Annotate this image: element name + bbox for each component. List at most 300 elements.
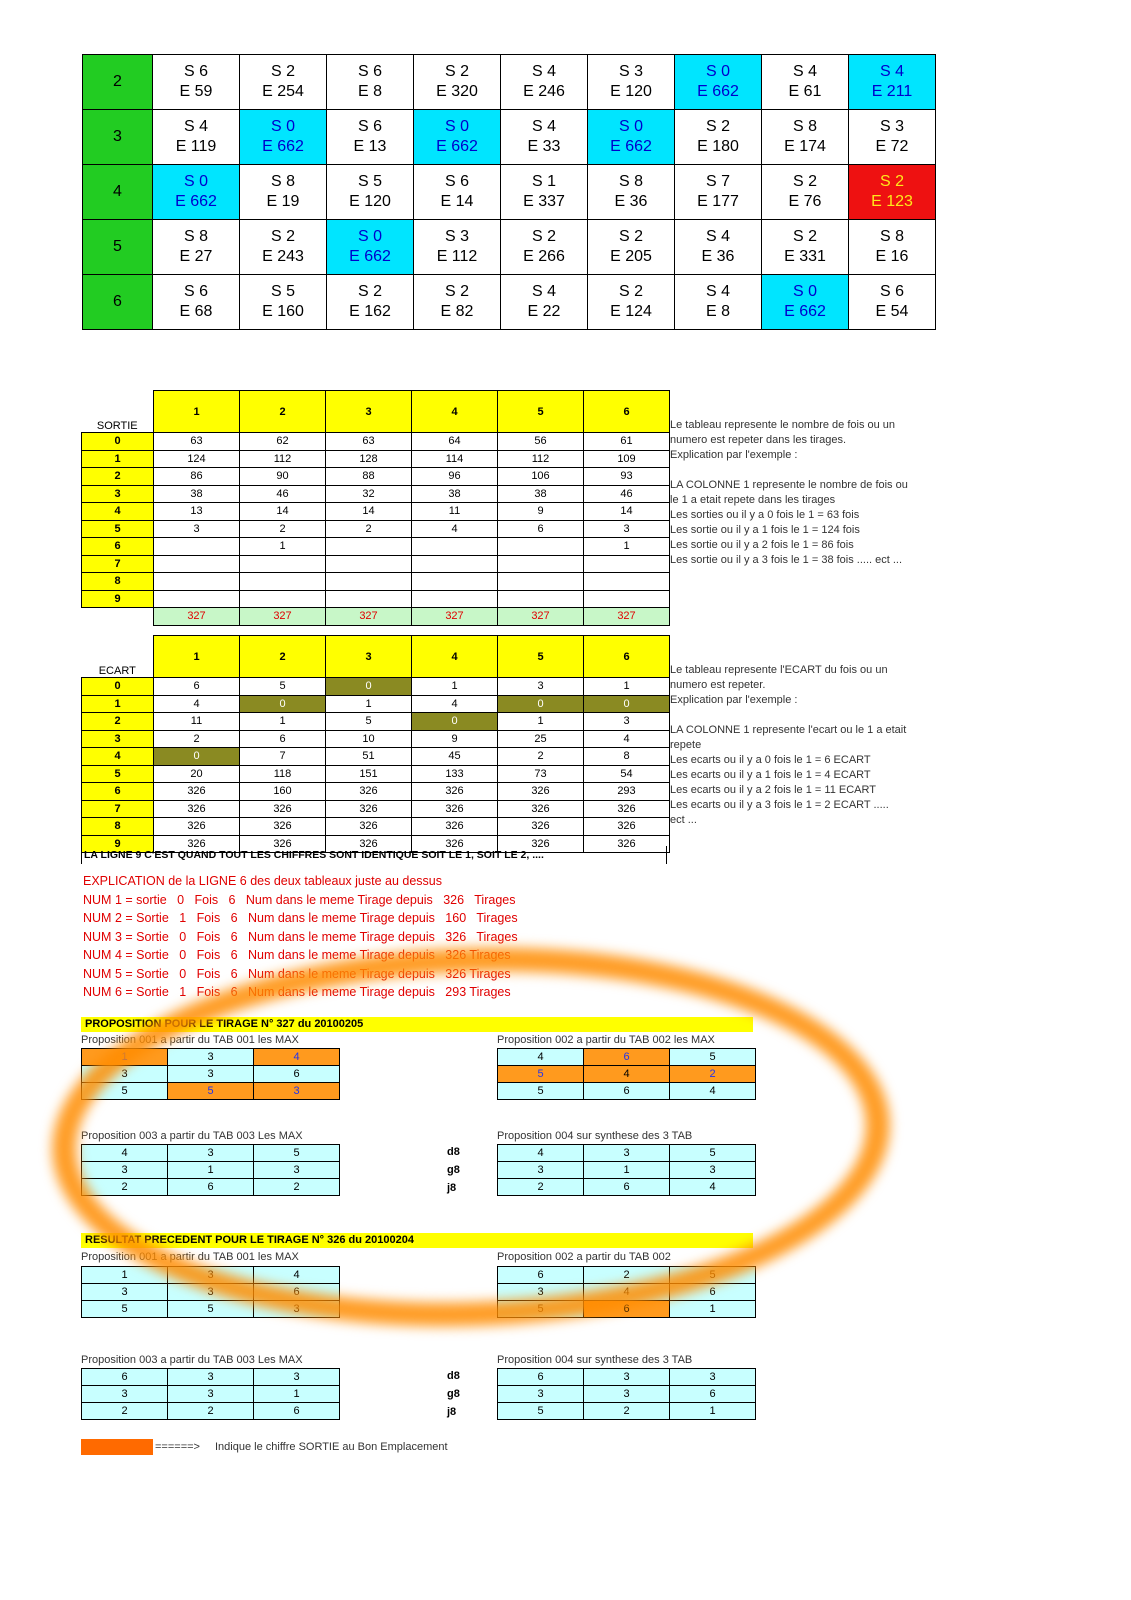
column-header: 1 — [154, 391, 240, 433]
top-grid-cell — [153, 220, 240, 275]
cell-e-value: E 8 — [705, 303, 730, 320]
note-line: LA COLONNE 1 represente l'ecart ou le 1 a etait — [670, 724, 907, 736]
table-cell: 1 — [240, 713, 326, 731]
cell-s-value: S 2 — [705, 118, 730, 135]
table-cell: 128 — [326, 450, 412, 468]
proposition-cell: 6 — [498, 1267, 584, 1284]
cell-e-value: E 662 — [262, 138, 304, 155]
explication-line: NUM 1 = sortie 0 Fois 6 Num dans le meme Tirage depuis 326 Tirages — [83, 892, 516, 907]
table-cell: 56 — [498, 433, 584, 451]
res-side-label-d8: d8 — [447, 1370, 460, 1382]
cell-e-value: E 320 — [436, 83, 478, 100]
table-cell: 326 — [240, 818, 326, 836]
table-row — [82, 520, 670, 538]
cell-s-value: S 0 — [357, 228, 382, 245]
cell-e-value: E 61 — [788, 83, 822, 100]
table-cell: 326 — [498, 783, 584, 801]
side-label-d8: d8 — [447, 1146, 460, 1158]
legend-swatch — [81, 1439, 153, 1455]
table-corner-label: ECART — [82, 636, 154, 678]
row-label: 8 — [82, 573, 154, 591]
table-cell: 326 — [326, 800, 412, 818]
explication-line: NUM 2 = Sortie 1 Fois 6 Num dans le meme Tirage depuis 160 Tirages — [83, 911, 518, 925]
column-header: 3 — [326, 636, 412, 678]
table-cell: 118 — [240, 765, 326, 783]
top-grid-cell — [501, 110, 588, 165]
proposition-cell: 3 — [82, 1162, 168, 1179]
cell-s-value: S 0 — [618, 118, 643, 135]
proposition-cell: 3 — [168, 1145, 254, 1162]
table-cell — [240, 590, 326, 608]
proposition-cell: 6 — [82, 1369, 168, 1386]
proposition-cell: 3 — [584, 1145, 670, 1162]
cell-e-value: E 180 — [697, 138, 739, 155]
note-line — [670, 463, 970, 478]
proposition-row — [82, 1403, 340, 1420]
table-row — [82, 433, 670, 451]
table-cell: 326 — [154, 835, 240, 853]
top-grid-cell — [762, 220, 849, 275]
row-label: 4 — [82, 503, 154, 521]
note-line: Les ecarts ou il y a 0 fois le 1 = 6 ECART — [670, 754, 871, 766]
note-line: Les sortie ou il y a 3 fois le 1 = 38 fois ..... ect ... — [670, 554, 903, 566]
cell-e-value: E 211 — [871, 83, 913, 100]
cell-s-value: S 2 — [618, 228, 643, 245]
ligne9-note: LA LIGNE 9 C'EST QUAND TOUT LES CHIFFRES SONT IDENTIQUE SOIT LE 1, SOIT LE 2, .... — [81, 846, 667, 864]
row-label: 3 — [82, 485, 154, 503]
top-grid-cell — [240, 165, 327, 220]
table-cell — [584, 555, 670, 573]
cell-s-value: S 6 — [879, 283, 904, 300]
explication-line: EXPLICATION de la LIGNE 6 des deux tableaux juste au dessus — [83, 874, 442, 888]
column-header: 2 — [240, 391, 326, 433]
table-cell: 14 — [326, 503, 412, 521]
proposition-cell: 4 — [584, 1284, 670, 1301]
proposition-cell: 6 — [670, 1386, 756, 1403]
top-grid-row — [83, 165, 936, 220]
cell-s-value: S 2 — [357, 283, 382, 300]
top-grid-row-label: 6 — [83, 275, 153, 330]
table-cell: 326 — [498, 818, 584, 836]
note-line: numero est repeter. — [670, 679, 766, 691]
table-cell: 9 — [412, 730, 498, 748]
cell-s-value: S 5 — [270, 283, 295, 300]
top-grid-cell — [501, 165, 588, 220]
proposition-cell: 5 — [498, 1301, 584, 1318]
cell-s-value: S 6 — [444, 173, 469, 190]
table-cell: 0 — [240, 695, 326, 713]
row-label: 2 — [82, 468, 154, 486]
cell-s-value: S 7 — [705, 173, 730, 190]
cell-s-value: S 4 — [531, 118, 556, 135]
explication-line: NUM 6 = Sortie 1 Fois 6 Num dans le meme Tirage depuis 293 Tirages — [83, 985, 511, 999]
table-row — [82, 468, 670, 486]
table-row — [82, 800, 670, 818]
proposition-004-label: Proposition 004 sur synthese des 3 TAB — [497, 1130, 693, 1142]
cell-s-value: S 0 — [183, 173, 208, 190]
proposition-cell: 2 — [584, 1267, 670, 1284]
top-grid-cell — [327, 55, 414, 110]
top-grid-row-label: 4 — [83, 165, 153, 220]
table-cell — [584, 573, 670, 591]
cell-s-value: S 8 — [792, 118, 817, 135]
top-grid-cell — [675, 55, 762, 110]
table-row — [82, 730, 670, 748]
table-cell: 11 — [412, 503, 498, 521]
column-header: 6 — [584, 391, 670, 433]
proposition-cell: 6 — [168, 1179, 254, 1196]
top-grid-cell — [327, 165, 414, 220]
table-cell: 20 — [154, 765, 240, 783]
cell-e-value: E 82 — [440, 303, 474, 320]
top-grid-cell — [414, 55, 501, 110]
table-cell: 61 — [584, 433, 670, 451]
table-cell: 326 — [412, 835, 498, 853]
table-row — [82, 555, 670, 573]
row-label: 6 — [82, 538, 154, 556]
top-grid-cell — [849, 275, 936, 330]
top-grid-cell — [153, 275, 240, 330]
proposition-cell: 6 — [584, 1179, 670, 1196]
total-cell: 327 — [240, 608, 326, 626]
table-cell: 326 — [584, 800, 670, 818]
cell-e-value: E 662 — [349, 248, 391, 265]
cell-e-value: E 16 — [875, 248, 909, 265]
table-cell: 11 — [154, 713, 240, 731]
top-grid-cell — [588, 55, 675, 110]
table-row — [82, 765, 670, 783]
proposition-title: PROPOSITION POUR LE TIRAGE N° 327 du 20100205 — [81, 1017, 753, 1032]
cell-s-value: S 2 — [618, 283, 643, 300]
top-grid-cell — [588, 165, 675, 220]
total-cell: 327 — [154, 608, 240, 626]
ecart-table — [81, 635, 670, 853]
cell-e-value: E 331 — [784, 248, 826, 265]
table-cell: 38 — [412, 485, 498, 503]
proposition-cell: 3 — [82, 1066, 168, 1083]
cell-s-value: S 8 — [618, 173, 643, 190]
row-label: 1 — [82, 695, 154, 713]
proposition-cell: 3 — [254, 1162, 340, 1179]
cell-e-value: E 19 — [266, 193, 300, 210]
proposition-003-label: Proposition 003 a partir du TAB 003 Les MAX — [81, 1130, 303, 1142]
table-row — [82, 818, 670, 836]
note-line: LA COLONNE 1 represente le nombre de fois ou — [670, 479, 908, 491]
proposition-row — [498, 1403, 756, 1420]
explication-line: NUM 4 = Sortie 0 Fois 6 Num dans le meme Tirage depuis 326 Tirages — [83, 948, 511, 962]
cell-s-value: S 8 — [183, 228, 208, 245]
table-cell: 326 — [240, 835, 326, 853]
resultat-title: RESULTAT PRECEDENT POUR LE TIRAGE N° 326 du 20100204 — [81, 1233, 753, 1248]
sortie-table — [81, 390, 670, 626]
cell-e-value: E 72 — [875, 138, 909, 155]
table-cell: 1 — [412, 678, 498, 696]
table-cell: 326 — [498, 800, 584, 818]
proposition-cell: 6 — [254, 1403, 340, 1420]
proposition-cell: 6 — [498, 1369, 584, 1386]
table-cell: 326 — [326, 783, 412, 801]
proposition-cell: 3 — [584, 1369, 670, 1386]
cell-s-value: S 0 — [792, 283, 817, 300]
top-grid-cell — [414, 165, 501, 220]
note-line: Les ecarts ou il y a 3 fois le 1 = 2 ECART ..... — [670, 799, 889, 811]
proposition-cell: 1 — [82, 1049, 168, 1066]
top-grid-cell — [414, 275, 501, 330]
note-line: Le tableau represente l'ECART du fois ou un — [670, 664, 888, 676]
table-cell: 114 — [412, 450, 498, 468]
proposition-cell: 4 — [498, 1049, 584, 1066]
table-cell: 0 — [154, 748, 240, 766]
top-grid-cell — [762, 55, 849, 110]
cell-s-value: S 6 — [357, 63, 382, 80]
cell-s-value: S 2 — [270, 63, 295, 80]
resultat-004-table — [497, 1368, 756, 1420]
proposition-cell: 5 — [498, 1083, 584, 1100]
top-grid-cell — [153, 110, 240, 165]
note-line: Les sortie ou il y a 2 fois le 1 = 86 fois — [670, 539, 854, 551]
proposition-cell: 6 — [254, 1284, 340, 1301]
cell-e-value: E 22 — [527, 303, 561, 320]
table-cell: 86 — [154, 468, 240, 486]
table-cell — [412, 590, 498, 608]
top-grid-cell — [849, 165, 936, 220]
table-cell: 8 — [584, 748, 670, 766]
cell-s-value: S 6 — [357, 118, 382, 135]
table-cell: 124 — [154, 450, 240, 468]
table-cell: 6 — [154, 678, 240, 696]
cell-e-value: E 119 — [175, 138, 217, 155]
cell-s-value: S 4 — [531, 63, 556, 80]
proposition-cell: 2 — [254, 1179, 340, 1196]
top-grid-row-label: 3 — [83, 110, 153, 165]
top-grid-cell — [327, 275, 414, 330]
cell-s-value: S 6 — [183, 283, 208, 300]
total-cell: 327 — [412, 608, 498, 626]
proposition-cell: 6 — [254, 1066, 340, 1083]
cell-e-value: E 337 — [523, 193, 565, 210]
proposition-cell: 4 — [670, 1083, 756, 1100]
top-grid-cell — [762, 165, 849, 220]
table-corner-label: SORTIE — [82, 391, 154, 433]
row-label: 0 — [82, 433, 154, 451]
table-cell — [498, 590, 584, 608]
top-grid-cell — [588, 275, 675, 330]
resultat-003-table — [81, 1368, 340, 1420]
table-row — [82, 678, 670, 696]
top-grid-row-label: 2 — [83, 55, 153, 110]
table-cell — [584, 590, 670, 608]
cell-s-value: S 3 — [879, 118, 904, 135]
cell-e-value: E 160 — [262, 303, 304, 320]
cell-s-value: S 1 — [531, 173, 556, 190]
proposition-cell: 3 — [168, 1284, 254, 1301]
proposition-cell: 5 — [670, 1267, 756, 1284]
proposition-cell: 4 — [82, 1145, 168, 1162]
proposition-cell: 5 — [168, 1083, 254, 1100]
note-line: Explication par l'exemple : — [670, 449, 798, 461]
top-grid — [82, 54, 936, 330]
table-row — [82, 748, 670, 766]
cell-e-value: E 243 — [262, 248, 304, 265]
table-cell — [154, 573, 240, 591]
top-grid-cell — [849, 55, 936, 110]
column-header: 2 — [240, 636, 326, 678]
cell-e-value: E 177 — [697, 193, 739, 210]
table-cell: 1 — [584, 678, 670, 696]
table-row — [82, 538, 670, 556]
row-label: 7 — [82, 800, 154, 818]
resultat-003-label: Proposition 003 a partir du TAB 003 Les MAX — [81, 1354, 303, 1366]
cell-e-value: E 68 — [179, 303, 213, 320]
table-cell: 14 — [584, 503, 670, 521]
note-line: Le tableau represente le nombre de fois ou un — [670, 419, 896, 431]
sortie-explanation — [670, 418, 970, 568]
table-cell: 3 — [154, 520, 240, 538]
top-grid-cell — [153, 55, 240, 110]
table-header-row — [82, 636, 670, 678]
cell-e-value: E 123 — [871, 193, 913, 210]
table-cell — [412, 538, 498, 556]
table-cell: 63 — [154, 433, 240, 451]
table-row — [82, 573, 670, 591]
note-line: le 1 a etait repete dans les tirages — [670, 494, 836, 506]
cell-s-value: S 3 — [618, 63, 643, 80]
table-cell: 112 — [498, 450, 584, 468]
table-cell: 0 — [326, 678, 412, 696]
table-cell — [240, 573, 326, 591]
note-line: numero est repeter dans les tirages. — [670, 434, 847, 446]
proposition-cell: 3 — [168, 1267, 254, 1284]
table-cell: 63 — [326, 433, 412, 451]
table-cell: 326 — [154, 800, 240, 818]
table-cell: 4 — [154, 695, 240, 713]
note-line: Les ecarts ou il y a 1 fois le 1 = 4 ECART — [670, 769, 871, 781]
table-cell — [154, 590, 240, 608]
note-line — [670, 708, 970, 723]
cell-s-value: S 4 — [705, 283, 730, 300]
top-grid-cell — [240, 220, 327, 275]
table-cell: 326 — [154, 783, 240, 801]
table-cell: 1 — [240, 538, 326, 556]
table-cell: 10 — [326, 730, 412, 748]
table-cell: 293 — [584, 783, 670, 801]
res-side-label-g8: g8 — [447, 1388, 460, 1400]
cell-e-value: E 36 — [614, 193, 648, 210]
cell-s-value: S 2 — [270, 228, 295, 245]
table-cell: 1 — [498, 713, 584, 731]
table-cell: 0 — [412, 713, 498, 731]
proposition-cell: 4 — [254, 1267, 340, 1284]
table-cell: 3 — [584, 713, 670, 731]
table-cell: 5 — [326, 713, 412, 731]
table-cell: 326 — [498, 835, 584, 853]
row-label: 5 — [82, 765, 154, 783]
table-cell: 25 — [498, 730, 584, 748]
table-cell: 13 — [154, 503, 240, 521]
table-cell: 38 — [498, 485, 584, 503]
top-grid-cell — [327, 220, 414, 275]
table-cell — [498, 538, 584, 556]
table-cell: 5 — [240, 678, 326, 696]
table-cell: 96 — [412, 468, 498, 486]
table-cell: 46 — [240, 485, 326, 503]
row-label: 0 — [82, 678, 154, 696]
table-cell: 326 — [154, 818, 240, 836]
table-cell: 14 — [240, 503, 326, 521]
cell-e-value: E 246 — [523, 83, 565, 100]
column-header: 5 — [498, 391, 584, 433]
top-grid-cell — [327, 110, 414, 165]
top-grid-cell — [762, 110, 849, 165]
top-grid-cell — [501, 220, 588, 275]
cell-e-value: E 14 — [440, 193, 474, 210]
table-cell: 51 — [326, 748, 412, 766]
top-grid-row-label: 5 — [83, 220, 153, 275]
proposition-cell: 6 — [584, 1301, 670, 1318]
table-cell: 88 — [326, 468, 412, 486]
total-cell: 327 — [584, 608, 670, 626]
note-line: repete — [670, 739, 702, 751]
cell-e-value: E 174 — [784, 138, 826, 155]
proposition-cell: 3 — [254, 1301, 340, 1318]
top-grid-cell — [501, 275, 588, 330]
note-line: ect ... — [670, 814, 697, 826]
cell-e-value: E 205 — [610, 248, 652, 265]
cell-s-value: S 2 — [444, 63, 469, 80]
top-grid-row — [83, 275, 936, 330]
table-cell: 3 — [584, 520, 670, 538]
cell-e-value: E 266 — [523, 248, 565, 265]
proposition-cell: 5 — [670, 1145, 756, 1162]
cell-e-value: E 662 — [784, 303, 826, 320]
top-grid-row — [83, 55, 936, 110]
cell-e-value: E 662 — [697, 83, 739, 100]
table-cell: 2 — [498, 748, 584, 766]
top-grid-cell — [240, 275, 327, 330]
top-grid-cell — [588, 220, 675, 275]
table-cell: 4 — [412, 695, 498, 713]
proposition-cell: 3 — [670, 1162, 756, 1179]
table-cell — [326, 590, 412, 608]
table-cell: 160 — [240, 783, 326, 801]
top-grid-cell — [849, 220, 936, 275]
table-cell: 326 — [240, 800, 326, 818]
cell-e-value: E 27 — [179, 248, 213, 265]
explication-line: NUM 5 = Sortie 0 Fois 6 Num dans le meme Tirage depuis 326 Tirages — [83, 966, 511, 981]
proposition-cell: 1 — [168, 1162, 254, 1179]
cell-e-value: E 54 — [875, 303, 909, 320]
table-row — [82, 713, 670, 731]
table-cell — [412, 573, 498, 591]
row-label: 4 — [82, 748, 154, 766]
table-cell: 9 — [498, 503, 584, 521]
proposition-cell: 3 — [254, 1083, 340, 1100]
table-cell: 1 — [326, 695, 412, 713]
table-cell: 151 — [326, 765, 412, 783]
cell-e-value: E 33 — [527, 138, 561, 155]
table-cell: 62 — [240, 433, 326, 451]
row-label: 9 — [82, 835, 154, 853]
proposition-cell: 4 — [584, 1066, 670, 1083]
top-grid-cell — [501, 55, 588, 110]
column-header: 4 — [412, 636, 498, 678]
top-grid-cell — [762, 275, 849, 330]
proposition-cell: 6 — [670, 1284, 756, 1301]
proposition-cell: 5 — [254, 1145, 340, 1162]
proposition-cell: 5 — [670, 1049, 756, 1066]
proposition-cell: 3 — [670, 1369, 756, 1386]
table-cell: 2 — [240, 520, 326, 538]
